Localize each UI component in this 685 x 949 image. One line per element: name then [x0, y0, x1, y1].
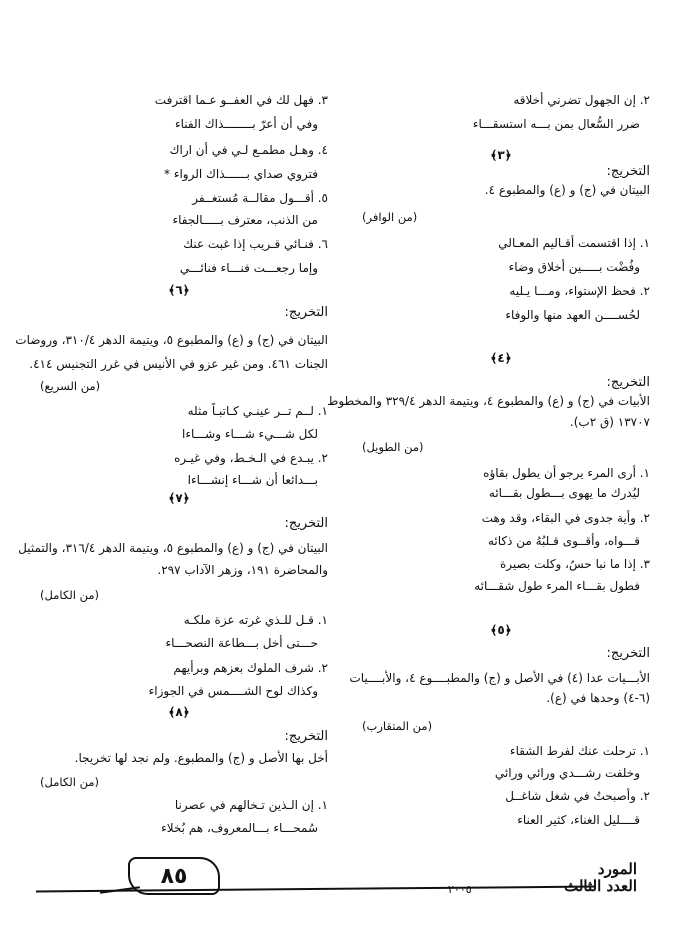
left-marker: ﴿٧﴾	[168, 491, 190, 505]
right-hemi2: وخلفت رشـــدي ورائي ورائي	[494, 766, 640, 780]
left-hemi2: فتروي صداي بــــــذاك الرواء *	[164, 167, 318, 181]
right-meter: (من الوافر)	[362, 210, 418, 224]
left-meter: (من الكامل)	[40, 588, 99, 602]
left-marker: ﴿٦﴾	[168, 283, 190, 297]
right-hemi1: ١. ترحلت عنك لفرط الشقاء	[509, 744, 650, 758]
left-meter: (من الكامل)	[40, 775, 99, 789]
right-marker: ﴿٤﴾	[490, 351, 512, 365]
right-meter: (من المتقارب)	[362, 719, 433, 733]
left-hemi2: سُمحـــاء بـــالمعروف، هم بُخلاء	[161, 821, 318, 835]
left-heading: التخريج:	[284, 729, 328, 744]
right-hemi2: وفُضْت بـــــين أخلاق وضاء	[508, 260, 640, 274]
right-hemi1: ٢. فحظ الإستواء، ومـــا يـليه	[509, 284, 650, 298]
left-body: البيتان في (ج) و (ع) والمطبوع ٥، ويتيمة الدهر ٣١٦/٤، والتمثيل	[18, 541, 328, 555]
left-hemi1: ٥. أقـــول مقالــة مُستغــفر	[192, 191, 328, 205]
left-hemi1: ١. لــم تــر عينـي كـاتبـاً مثله	[187, 404, 328, 418]
right-body: ١٣٧٠٧ (ق ٢ب).	[569, 415, 650, 429]
left-hemi1: ٦. فنـائي قـريب إذا غبت عنك	[183, 237, 328, 251]
right-hemi2: ضرر السُّعال بمن بـــه استسقـــاء	[472, 117, 640, 131]
left-hemi2: وفي أن أعرّ بــــــــذاك الفناء	[174, 117, 318, 131]
right-hemi1: ٢. إن الجهول تضرني أخلاقه	[513, 93, 650, 107]
left-hemi1: ٢. شرف الملوك بعزهم وبرأيهم	[173, 661, 328, 675]
left-hemi2: لكل شـــيء شـــاء وشـــاءا	[182, 427, 318, 441]
right-hemi1: ١. أرى المرء يرجو أن يطول بقاؤه	[483, 466, 650, 480]
left-body: الجنات ٤٦١. ومن غير عزو في الأنيس في غرر التجنيس ٤١٤.	[29, 357, 328, 371]
right-marker: ﴿٥﴾	[490, 623, 512, 637]
left-hemi1: ٣. فهل لك في العفــو عـما اقترفت	[154, 93, 328, 107]
right-heading: التخريج:	[606, 164, 650, 179]
right-hemi1: ٣. إذا ما نبا حسٌ، وكلت بصيرة	[500, 557, 650, 571]
publication-year: ٢٠٠٥	[448, 883, 472, 896]
left-hemi2: من الذنب، معترف بـــــالجفاء	[172, 213, 318, 227]
right-meter: (من الطويل)	[362, 440, 424, 454]
right-body: البيتان في (ج) و (ع) والمطبوع ٤.	[484, 183, 650, 197]
left-heading: التخريج:	[284, 516, 328, 531]
left-hemi1: ١. إن الـذين تـخالهم في عصرنا	[174, 798, 328, 812]
right-body: (٦-٤) وحدها في (ع).	[546, 691, 650, 705]
left-body: البيتان في (ج) و (ع) والمطبوع ٥، ويتيمة الدهر ٣١٠/٤، وروضات	[15, 333, 328, 347]
left-hemi2: وإما رجعـــت فنـــاء فنائـــي	[179, 261, 318, 275]
left-body: أخل بها الأصل و (ج) والمطبوع. ولم نجد لها تخريجا.	[74, 751, 328, 765]
left-hemi2: حـــتى أخل بـــطاعة النصحـــاء	[165, 636, 318, 650]
right-hemi2: ليُدرك ما يهوى بـــطول بقـــائه	[488, 486, 640, 500]
left-hemi1: ٤. وهـل مطمـع لـي في أن اراك	[169, 143, 328, 157]
journal-masthead	[564, 861, 637, 895]
left-hemi1: ١. قـل للـذي غرته عزة ملكـه	[183, 613, 328, 627]
right-heading: التخريج:	[606, 375, 650, 390]
right-body: الأبيات في (ج) و (ع) والمطبوع ٤، ويتيمة الدهر ٣٢٩/٤ والمخطوط	[327, 394, 650, 408]
left-hemi2: بـــدائعا أن شـــاء إنشـــاءا	[187, 473, 318, 487]
right-hemi2: لحُســــن العهد منها والوفاء	[505, 308, 640, 322]
right-marker: ﴿٣﴾	[490, 148, 512, 162]
journal-issue: العدد الثالث	[564, 877, 637, 895]
right-hemi2: فطول بقـــاء المرء طول شقـــائه	[474, 579, 640, 593]
journal-name: المورد	[597, 860, 637, 878]
left-meter: (من السريع)	[40, 379, 101, 393]
right-hemi1: ٢. وأية جدوى في البقاء، وقد وهت	[481, 511, 650, 525]
right-hemi1: ١. إذا اقتسمت أقـاليم المعـالي	[498, 236, 650, 250]
right-body: الأبـــيات عدا (٤) في الأصل و (ج) والمطبــــوع ٤، والأبــــيات	[349, 671, 650, 685]
left-marker: ﴿٨﴾	[168, 705, 190, 719]
right-hemi2: قــــليل الغناء، كثير العناء	[517, 813, 640, 827]
left-body: والمحاضرة ١٩١، وزهر الآداب ٢٩٧.	[157, 563, 328, 577]
left-heading: التخريج:	[284, 305, 328, 320]
page-number: ٨٥	[128, 857, 220, 895]
right-hemi2: قـــواه، وأقــوى قـلبُهُ من ذكائه	[487, 534, 640, 548]
left-hemi1: ٢. يبـدع في الـخـط، وفي غيـره	[174, 451, 328, 465]
left-hemi2: وكذاك لوح الشــــمس في الجوزاء	[148, 684, 318, 698]
right-hemi1: ٢. وأصبحتُ في شغل شاغــل	[505, 789, 650, 803]
right-heading: التخريج:	[606, 646, 650, 661]
